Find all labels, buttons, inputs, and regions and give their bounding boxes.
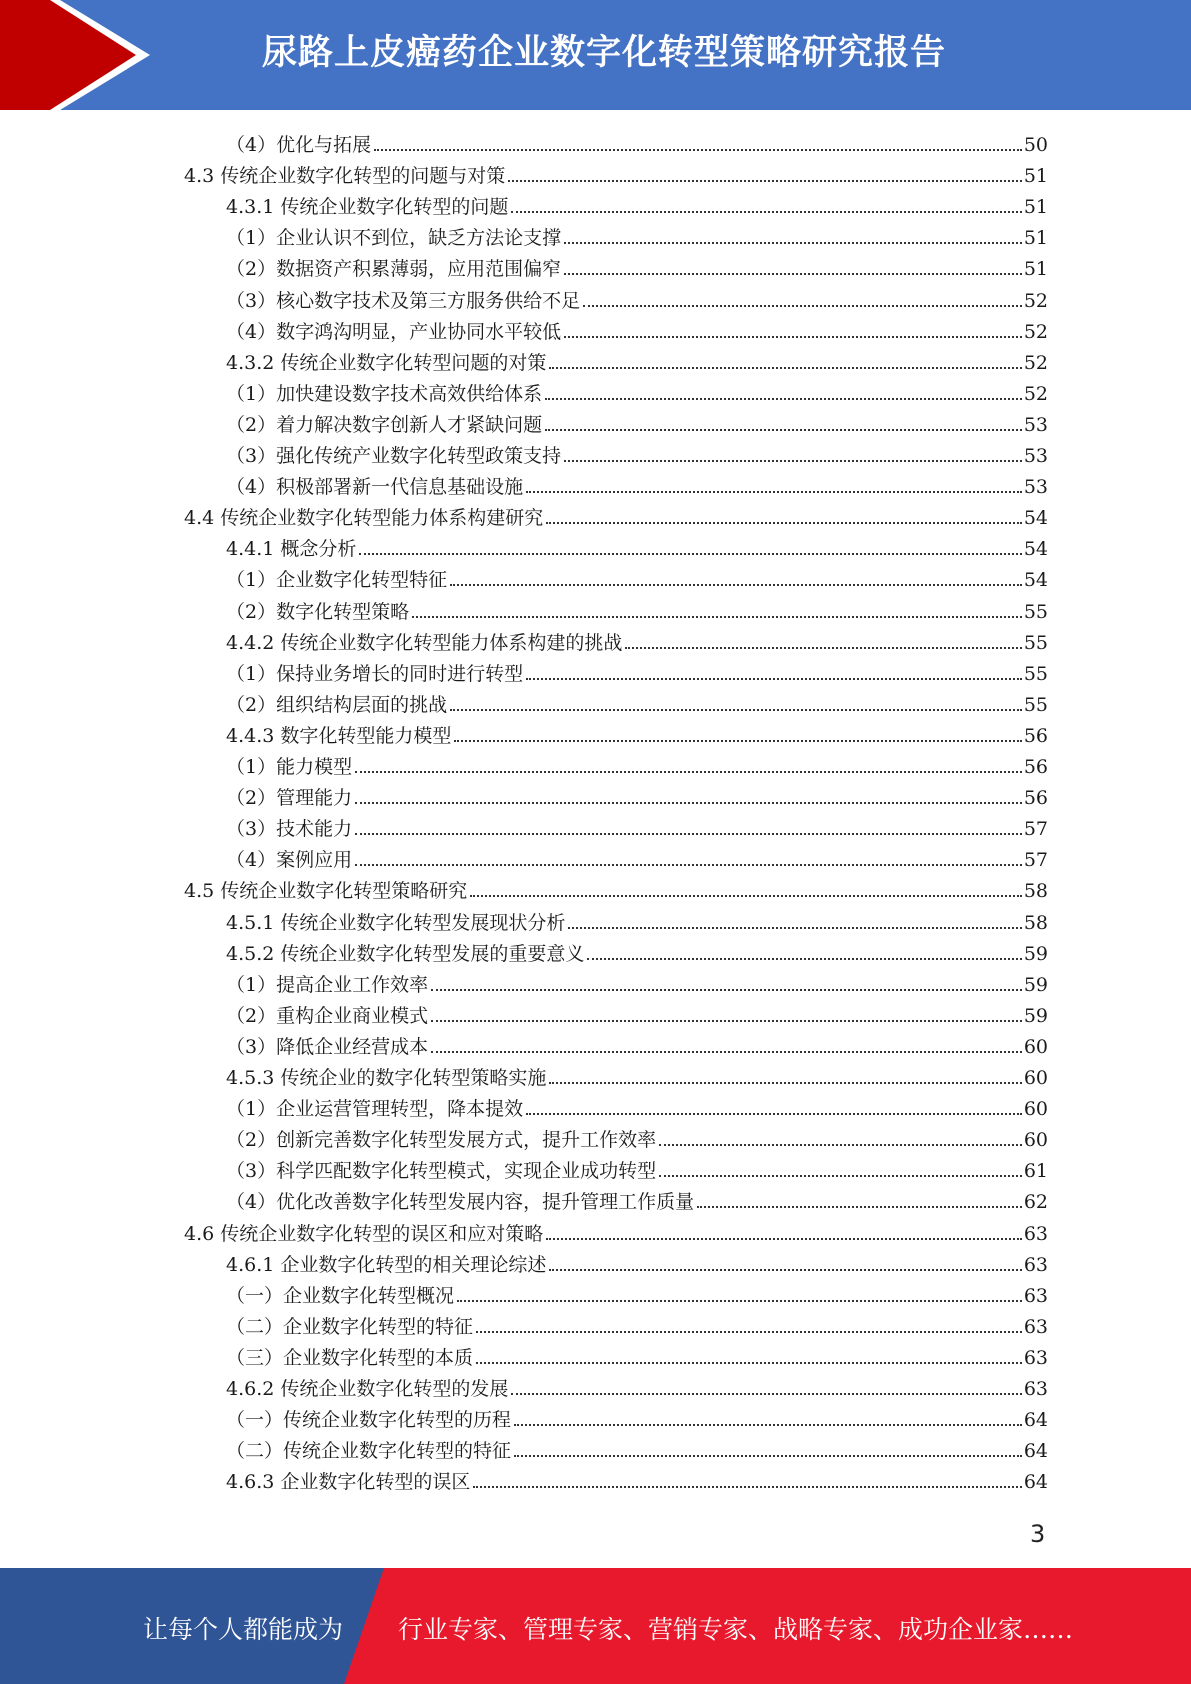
toc-entry-page: 63 [1023, 1284, 1048, 1307]
toc-entry-label: 4.5 传统企业数字化转型策略研究 [184, 880, 468, 903]
toc-entry[interactable] [184, 873, 1048, 904]
toc-dot-leader [549, 1082, 1021, 1084]
toc-dot-leader [450, 709, 1022, 711]
toc-entry[interactable] [226, 562, 1048, 593]
toc-entry-page: 64 [1023, 1440, 1048, 1463]
toc-entry-page: 63 [1023, 1222, 1048, 1245]
toc-entry-page: 54 [1023, 569, 1048, 592]
toc-entry-label: （1）企业数字化转型特征 [226, 569, 448, 592]
toc-entry-page: 52 [1023, 382, 1048, 405]
toc-entry[interactable] [226, 1153, 1048, 1184]
toc-entry-label: 4.4.2 传统企业数字化转型能力体系构建的挑战 [226, 631, 623, 654]
toc-entry[interactable] [226, 1029, 1048, 1060]
toc-entry[interactable] [226, 1464, 1048, 1495]
toc-dot-leader [564, 242, 1022, 244]
toc-entry-label: （1）企业运营管理转型，降本提效 [226, 1098, 524, 1121]
toc-dot-leader [587, 958, 1021, 960]
toc-entry-page: 59 [1023, 973, 1048, 996]
toc-entry-label: （一）企业数字化转型概况 [226, 1284, 455, 1307]
toc-dot-leader [355, 833, 1022, 835]
toc-entry-label: （4）案例应用 [226, 849, 353, 872]
toc-entry[interactable] [226, 1278, 1048, 1309]
footer-slogan-left: 让每个人都能成为 [143, 1615, 344, 1644]
toc-entry-label: 4.4.1 概念分析 [226, 538, 357, 561]
toc-entry-page: 50 [1023, 134, 1048, 156]
toc-entry-page: 51 [1023, 258, 1048, 281]
toc-entry[interactable] [226, 656, 1048, 687]
toc-entry[interactable] [226, 345, 1048, 376]
toc-entry-page: 54 [1023, 538, 1048, 561]
toc-entry-page: 52 [1023, 289, 1048, 312]
toc-entry[interactable] [226, 936, 1048, 967]
toc-entry[interactable] [226, 189, 1048, 220]
toc-dot-leader [545, 429, 1022, 431]
toc-entry[interactable] [226, 1433, 1048, 1464]
toc-entry-page: 63 [1023, 1315, 1048, 1338]
toc-dot-leader [457, 1300, 1022, 1302]
toc-entry[interactable] [226, 594, 1048, 625]
toc-dot-leader [454, 740, 1021, 742]
toc-entry-label: （2）管理能力 [226, 787, 353, 810]
toc-entry-label: （1）保持业务增长的同时进行转型 [226, 662, 524, 685]
toc-dot-leader [359, 553, 1021, 555]
toc-dot-leader [526, 1113, 1022, 1115]
toc-entry[interactable] [226, 469, 1048, 500]
toc-dot-leader [511, 1393, 1021, 1395]
toc-dot-leader [511, 211, 1021, 213]
toc-dot-leader [564, 336, 1022, 338]
toc-entry-label: 4.6.1 企业数字化转型的相关理论综述 [226, 1253, 547, 1276]
toc-entry-page: 63 [1023, 1346, 1048, 1369]
toc-entry-page: 52 [1023, 320, 1048, 343]
toc-dot-leader [412, 616, 1022, 618]
toc-entry-label: （二）传统企业数字化转型的特征 [226, 1440, 512, 1463]
toc-entry-page: 56 [1023, 724, 1048, 747]
toc-entry-page: 56 [1023, 756, 1048, 778]
toc-entry-page: 64 [1023, 1471, 1048, 1494]
toc-entry-page: 59 [1023, 942, 1048, 965]
toc-entry[interactable] [226, 438, 1048, 469]
toc-dot-leader [355, 864, 1022, 866]
toc-dot-leader [355, 771, 1022, 773]
toc-entry-label: （3）强化传统产业数字化转型政策支持 [226, 445, 562, 467]
toc-entry[interactable] [226, 998, 1048, 1029]
footer-slogan-right: 行业专家、管理专家、营销专家、战略专家、成功企业家…… [398, 1615, 1074, 1644]
toc-entry-page: 51 [1023, 196, 1048, 219]
toc-entry-page: 62 [1023, 1191, 1048, 1214]
toc-entry[interactable] [226, 967, 1048, 998]
toc-entry-label: （1）企业认识不到位，缺乏方法论支撑 [226, 227, 562, 250]
toc-entry-label: 4.3 传统企业数字化转型的问题与对策 [184, 165, 506, 188]
toc-dot-leader [568, 927, 1021, 929]
toc-entry-page: 53 [1023, 445, 1048, 467]
toc-dot-leader [374, 149, 1022, 151]
toc-entry-page: 60 [1023, 1067, 1048, 1089]
toc-entry-label: （二）企业数字化转型的特征 [226, 1315, 474, 1338]
toc-entry-label: 4.3.1 传统企业数字化转型的问题 [226, 196, 509, 219]
toc-dot-leader [514, 1455, 1022, 1457]
toc-entry-label: 4.4.3 数字化转型能力模型 [226, 724, 452, 747]
toc-dot-leader [546, 1238, 1022, 1240]
toc-entry-page: 51 [1023, 165, 1048, 188]
toc-entry[interactable] [226, 1091, 1048, 1122]
toc-entry[interactable] [226, 780, 1048, 811]
toc-entry-label: （2）数字化转型策略 [226, 600, 410, 623]
toc-entry-page: 64 [1023, 1409, 1048, 1432]
toc-entry-page: 55 [1023, 600, 1048, 623]
toc-dot-leader [476, 1362, 1022, 1364]
toc-entry-label: （4）优化与拓展 [226, 134, 372, 156]
toc-entry-label: （3）科学匹配数字化转型模式，实现企业成功转型 [226, 1160, 657, 1183]
toc-dot-leader [526, 678, 1022, 680]
toc-entry-label: （2）组织结构层面的挑战 [226, 693, 448, 716]
toc-entry-page: 60 [1023, 1098, 1048, 1121]
toc-entry-label: 4.4 传统企业数字化转型能力体系构建研究 [184, 507, 544, 530]
toc-entry-label: 4.6 传统企业数字化转型的误区和应对策略 [184, 1222, 544, 1245]
toc-entry[interactable] [226, 220, 1048, 251]
toc-entry-page: 58 [1023, 880, 1048, 903]
toc-dot-leader [476, 1331, 1022, 1333]
toc-entry-label: （4）积极部署新一代信息基础设施 [226, 476, 524, 499]
toc-dot-leader [659, 1144, 1022, 1146]
toc-entry[interactable] [226, 842, 1048, 873]
toc-dot-leader [508, 180, 1022, 182]
toc-entry-page: 63 [1023, 1253, 1048, 1276]
toc-entry-label: 4.6.3 企业数字化转型的误区 [226, 1471, 471, 1494]
toc-entry-label: 4.6.2 传统企业数字化转型的发展 [226, 1378, 509, 1400]
toc-dot-leader [546, 522, 1022, 524]
toc-entry-page: 56 [1023, 787, 1048, 810]
toc-entry[interactable] [226, 407, 1048, 438]
toc-dot-leader [431, 1020, 1022, 1022]
toc-entry[interactable] [226, 1402, 1048, 1433]
toc-entry-page: 54 [1023, 507, 1048, 530]
toc-entry-page: 53 [1023, 413, 1048, 436]
toc-dot-leader [697, 1206, 1022, 1208]
toc-entry-page: 61 [1023, 1160, 1048, 1183]
toc-entry-page: 55 [1023, 631, 1048, 654]
toc-dot-leader [355, 802, 1022, 804]
toc-entry[interactable] [226, 314, 1048, 345]
toc-entry-label: （3）技术能力 [226, 818, 353, 841]
toc-entry-label: 4.5.2 传统企业数字化转型发展的重要意义 [226, 942, 585, 965]
toc-dot-leader [583, 305, 1022, 307]
toc-entry[interactable] [226, 283, 1048, 314]
toc-entry-label: （2）重构企业商业模式 [226, 1004, 429, 1027]
toc-entry-label: （1）能力模型 [226, 756, 353, 778]
page-header [0, 0, 1191, 110]
toc-entry-label: 4.5.1 传统企业数字化转型发展现状分析 [226, 911, 566, 934]
report-title: 尿路上皮癌药企业数字化转型策略研究报告 [262, 33, 947, 73]
toc-dot-leader [450, 584, 1022, 586]
toc-dot-leader [526, 491, 1022, 493]
toc-entry-label: （2）着力解决数字创新人才紧缺问题 [226, 413, 543, 436]
toc-entry-label: （1）加快建设数字技术高效供给体系 [226, 382, 543, 405]
toc-entry[interactable] [226, 1184, 1048, 1215]
toc-entry[interactable] [184, 158, 1048, 189]
toc-entry-label: （2）数据资产积累薄弱，应用范围偏窄 [226, 258, 562, 281]
toc-entry-page: 60 [1023, 1129, 1048, 1152]
toc-entry-page: 58 [1023, 911, 1048, 934]
toc-entry[interactable] [226, 749, 1048, 780]
toc-entry[interactable] [226, 718, 1048, 749]
toc-entry[interactable] [226, 251, 1048, 282]
toc-entry[interactable] [226, 127, 1048, 158]
toc-dot-leader [470, 895, 1022, 897]
toc-entry-page: 52 [1023, 351, 1048, 374]
toc-dot-leader [564, 460, 1022, 462]
toc-entry[interactable] [226, 811, 1048, 842]
toc-entry[interactable] [226, 376, 1048, 407]
toc-entry-page: 60 [1023, 1035, 1048, 1058]
toc-entry-label: （4）数字鸿沟明显，产业协同水平较低 [226, 320, 562, 343]
toc-dot-leader [431, 989, 1022, 991]
toc-entry-label: （三）企业数字化转型的本质 [226, 1346, 474, 1369]
toc-entry-label: （4）优化改善数字化转型发展内容，提升管理工作质量 [226, 1191, 695, 1214]
page-number: 3 [1030, 1520, 1046, 1548]
toc-entry-page: 57 [1023, 818, 1048, 841]
toc-dot-leader [514, 1424, 1022, 1426]
toc-entry[interactable] [226, 1309, 1048, 1340]
page-footer [0, 1568, 1191, 1684]
toc-entry-label: 4.3.2 传统企业数字化转型问题的对策 [226, 351, 547, 374]
toc-dot-leader [659, 1175, 1022, 1177]
toc-entry[interactable] [226, 1340, 1048, 1371]
toc-dot-leader [431, 1051, 1022, 1053]
toc-entry[interactable] [226, 1122, 1048, 1153]
toc-entry[interactable] [226, 531, 1048, 562]
toc-entry[interactable] [226, 687, 1048, 718]
toc-entry[interactable] [226, 1371, 1048, 1402]
toc-entry-page: 55 [1023, 693, 1048, 716]
toc-entry-label: （3）降低企业经营成本 [226, 1035, 429, 1058]
toc-entry[interactable] [184, 1216, 1048, 1247]
toc-entry-page: 59 [1023, 1004, 1048, 1027]
toc-entry-label: （2）创新完善数字化转型发展方式，提升工作效率 [226, 1129, 657, 1152]
toc-entry-page: 53 [1023, 476, 1048, 499]
toc-dot-leader [625, 647, 1021, 649]
toc-entry[interactable] [226, 905, 1048, 936]
toc-entry-label: （3）核心数字技术及第三方服务供给不足 [226, 289, 581, 312]
toc-entry-label: （一）传统企业数字化转型的历程 [226, 1409, 512, 1432]
toc-entry[interactable] [226, 625, 1048, 656]
toc-dot-leader [473, 1486, 1021, 1488]
toc-entry-page: 55 [1023, 662, 1048, 685]
toc-entry[interactable] [226, 1247, 1048, 1278]
toc-dot-leader [564, 273, 1022, 275]
toc-dot-leader [545, 398, 1022, 400]
toc-entry[interactable] [226, 1060, 1048, 1091]
toc-dot-leader [549, 367, 1021, 369]
toc-entry-page: 51 [1023, 227, 1048, 250]
toc-entry-page: 63 [1023, 1378, 1048, 1400]
toc-entry-label: （1）提高企业工作效率 [226, 973, 429, 996]
toc-dot-leader [549, 1269, 1021, 1271]
toc-entry[interactable] [184, 500, 1048, 531]
toc-entry-page: 57 [1023, 849, 1048, 872]
toc-entry-label: 4.5.3 传统企业的数字化转型策略实施 [226, 1067, 547, 1089]
